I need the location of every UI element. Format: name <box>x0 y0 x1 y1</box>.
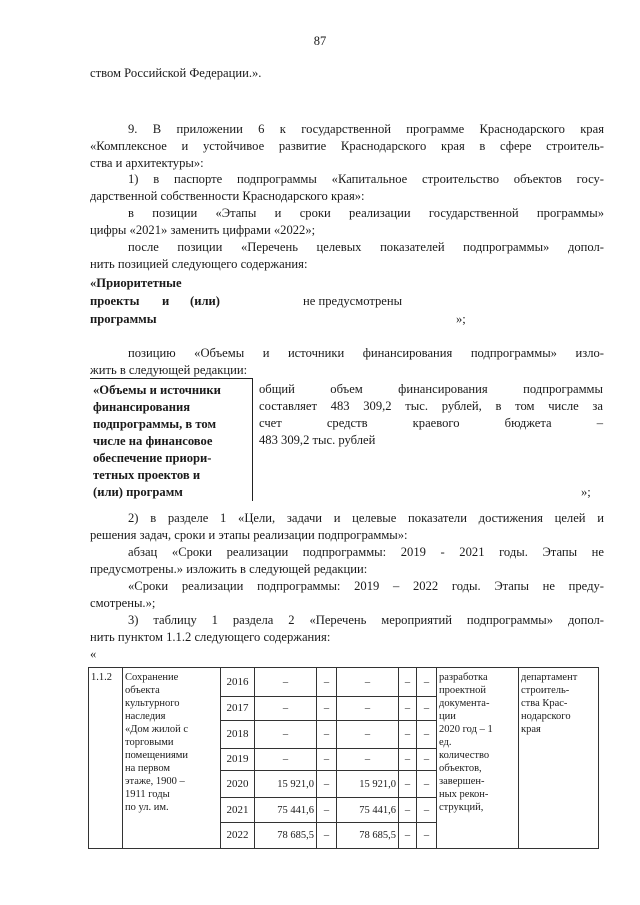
regional-cell: 75 441,6 <box>337 798 399 823</box>
federal-cell: – <box>317 721 337 749</box>
other-cell: – <box>417 749 437 771</box>
funding-label-line: обеспечение приори- <box>93 451 212 465</box>
text-line: абзац «Сроки реализации подпрограммы: 2019 - 2021 годы. Этапы не <box>128 545 604 559</box>
result-cell-line: количество <box>439 750 490 761</box>
priority-label-line: «Приоритетные <box>90 276 182 290</box>
priority-label-line: проекты <box>90 294 140 308</box>
text-line: дарственной собственности Краснодарского края»: <box>90 189 365 203</box>
regional-cell: – <box>337 697 399 721</box>
text-line: «Комплексное и устойчивое развитие Краснодарского края в сфере строитель- <box>90 139 604 153</box>
funding-value-line: счет средств краевого бюджета – <box>259 416 603 430</box>
measure-name-cell-line: наследия <box>125 711 166 722</box>
result-cell-line: разработка <box>439 672 488 683</box>
priority-value: не предусмотрены <box>303 294 403 308</box>
regional-cell: 78 685,5 <box>337 823 399 849</box>
year-cell: 2021 <box>221 798 255 823</box>
priority-label-line: программы <box>90 312 157 326</box>
text-line: «Сроки реализации подпрограммы: 2019 – 2022 годы. Этапы не преду- <box>128 579 604 593</box>
text-line: ства и архитектуры»: <box>90 156 204 170</box>
text-line: 9. В приложении 6 к государственной программе Краснодарского края <box>128 122 604 136</box>
text-line: 1) в паспорте подпрограммы «Капитальное строительство объектов госу- <box>128 172 604 186</box>
text-line: позицию «Объемы и источники финансирования подпрограммы» изло- <box>128 346 604 360</box>
measure-name-cell <box>123 668 221 849</box>
municipal-cell: – <box>399 823 417 849</box>
text-line: предусмотрены.» изложить в следующей редакции: <box>90 562 368 576</box>
measure-name-cell-line: торговыми <box>125 737 174 748</box>
text-line: 2) в разделе 1 «Цели, задачи и целевые показатели достижения целей и <box>128 511 604 525</box>
text-line: нить пунктом 1.1.2 следующего содержания: <box>90 630 331 644</box>
result-cell-line: ции <box>439 711 456 722</box>
executor-cell-line: края <box>521 724 541 735</box>
year-cell: 2019 <box>221 749 255 771</box>
text-line: решения задач, сроки и этапы реализации подпрограммы»: <box>90 528 408 542</box>
other-cell: – <box>417 721 437 749</box>
municipal-cell: – <box>399 668 417 697</box>
year-cell: 2020 <box>221 771 255 798</box>
total-cell: 75 441,6 <box>255 798 317 823</box>
result-cell <box>437 668 519 849</box>
text-line: цифры «2021» заменить цифрами «2022»; <box>90 223 316 237</box>
federal-cell: – <box>317 668 337 697</box>
result-cell-line: 2020 год – 1 <box>439 724 493 735</box>
measures-table <box>88 667 599 849</box>
text-line: ством Российской Федерации.». <box>90 66 262 80</box>
other-cell: – <box>417 823 437 849</box>
year-cell: 2022 <box>221 823 255 849</box>
page-number: 87 <box>313 34 327 48</box>
measure-name-cell-line: объекта <box>125 685 160 696</box>
funding-label-line: числе на финансовое <box>93 434 213 448</box>
other-cell: – <box>417 798 437 823</box>
other-cell: – <box>417 771 437 798</box>
measure-name-cell-line: по ул. им. <box>125 802 169 813</box>
result-cell-line: документа- <box>439 698 490 709</box>
executor-cell <box>519 668 599 849</box>
federal-cell: – <box>317 697 337 721</box>
measure-name-cell-line: этаже, 1900 – <box>125 776 185 787</box>
item-number-cell: 1.1.2 <box>89 668 123 849</box>
municipal-cell: – <box>399 697 417 721</box>
federal-cell: – <box>317 771 337 798</box>
federal-cell: – <box>317 749 337 771</box>
text-line: жить в следующей редакции: <box>90 363 248 377</box>
municipal-cell: – <box>399 798 417 823</box>
regional-cell: – <box>337 668 399 697</box>
text-line: смотрены.»; <box>90 596 156 610</box>
funding-label-box <box>90 378 253 501</box>
total-cell: 78 685,5 <box>255 823 317 849</box>
regional-cell: – <box>337 749 399 771</box>
quote-mark: « <box>90 647 97 661</box>
result-cell-line: ед. <box>439 737 452 748</box>
text-line: 3) таблицу 1 раздела 2 «Перечень мероприятий подпрограммы» допол- <box>128 613 604 627</box>
text-line: в позиции «Этапы и сроки реализации государственной программы» <box>128 206 604 220</box>
block-end-mark: »; <box>581 485 591 499</box>
measure-name-cell-line: помещениями <box>125 750 189 761</box>
measure-name-cell-line: на первом <box>125 763 171 774</box>
funding-value-line: 483 309,2 тыс. рублей <box>259 433 376 447</box>
municipal-cell: – <box>399 721 417 749</box>
funding-label-line: финансирования <box>93 400 191 414</box>
measure-name-cell-line: Сохранение <box>125 672 179 683</box>
result-cell-line: проектной <box>439 685 486 696</box>
year-cell: 2016 <box>221 668 255 697</box>
result-cell-line: ных рекон- <box>439 789 489 800</box>
total-cell: 15 921,0 <box>255 771 317 798</box>
funding-label-line: подпрограммы, в том <box>93 417 217 431</box>
total-cell: – <box>255 697 317 721</box>
funding-value-line: составляет 483 309,2 тыс. рублей, в том числе за <box>259 399 603 413</box>
result-cell-line: струкций, <box>439 802 484 813</box>
measure-name-cell-line: 1911 годы <box>125 789 170 800</box>
federal-cell: – <box>317 798 337 823</box>
executor-cell-line: ства Крас- <box>521 698 568 709</box>
table-row <box>89 668 599 697</box>
priority-label-line: и <box>162 294 170 308</box>
funding-value-line: общий объем финансирования подпрограммы <box>259 382 603 396</box>
funding-label-line: «Объемы и источники <box>93 383 221 397</box>
measure-name-cell-line: «Дом жилой с <box>125 724 188 735</box>
text-line: нить позицией следующего содержания: <box>90 257 308 271</box>
municipal-cell: – <box>399 749 417 771</box>
other-cell: – <box>417 697 437 721</box>
executor-cell-line: строитель- <box>521 685 570 696</box>
regional-cell: – <box>337 721 399 749</box>
regional-cell: 15 921,0 <box>337 771 399 798</box>
executor-cell-line: нодарского <box>521 711 571 722</box>
funding-label-line: тетных проектов и <box>93 468 201 482</box>
measure-name-cell-line: культурного <box>125 698 180 709</box>
municipal-cell: – <box>399 771 417 798</box>
year-cell: 2018 <box>221 721 255 749</box>
result-cell-line: объектов, <box>439 763 482 774</box>
federal-cell: – <box>317 823 337 849</box>
total-cell: – <box>255 721 317 749</box>
other-cell: – <box>417 668 437 697</box>
year-cell: 2017 <box>221 697 255 721</box>
block-end-mark: »; <box>456 312 466 326</box>
text-line: после позиции «Перечень целевых показателей подпрограммы» допол- <box>128 240 604 254</box>
funding-label-line: (или) программ <box>93 485 183 499</box>
result-cell-line: завершен- <box>439 776 485 787</box>
priority-label-line: (или) <box>190 294 220 308</box>
total-cell: – <box>255 749 317 771</box>
total-cell: – <box>255 668 317 697</box>
executor-cell-line: департамент <box>521 672 578 683</box>
